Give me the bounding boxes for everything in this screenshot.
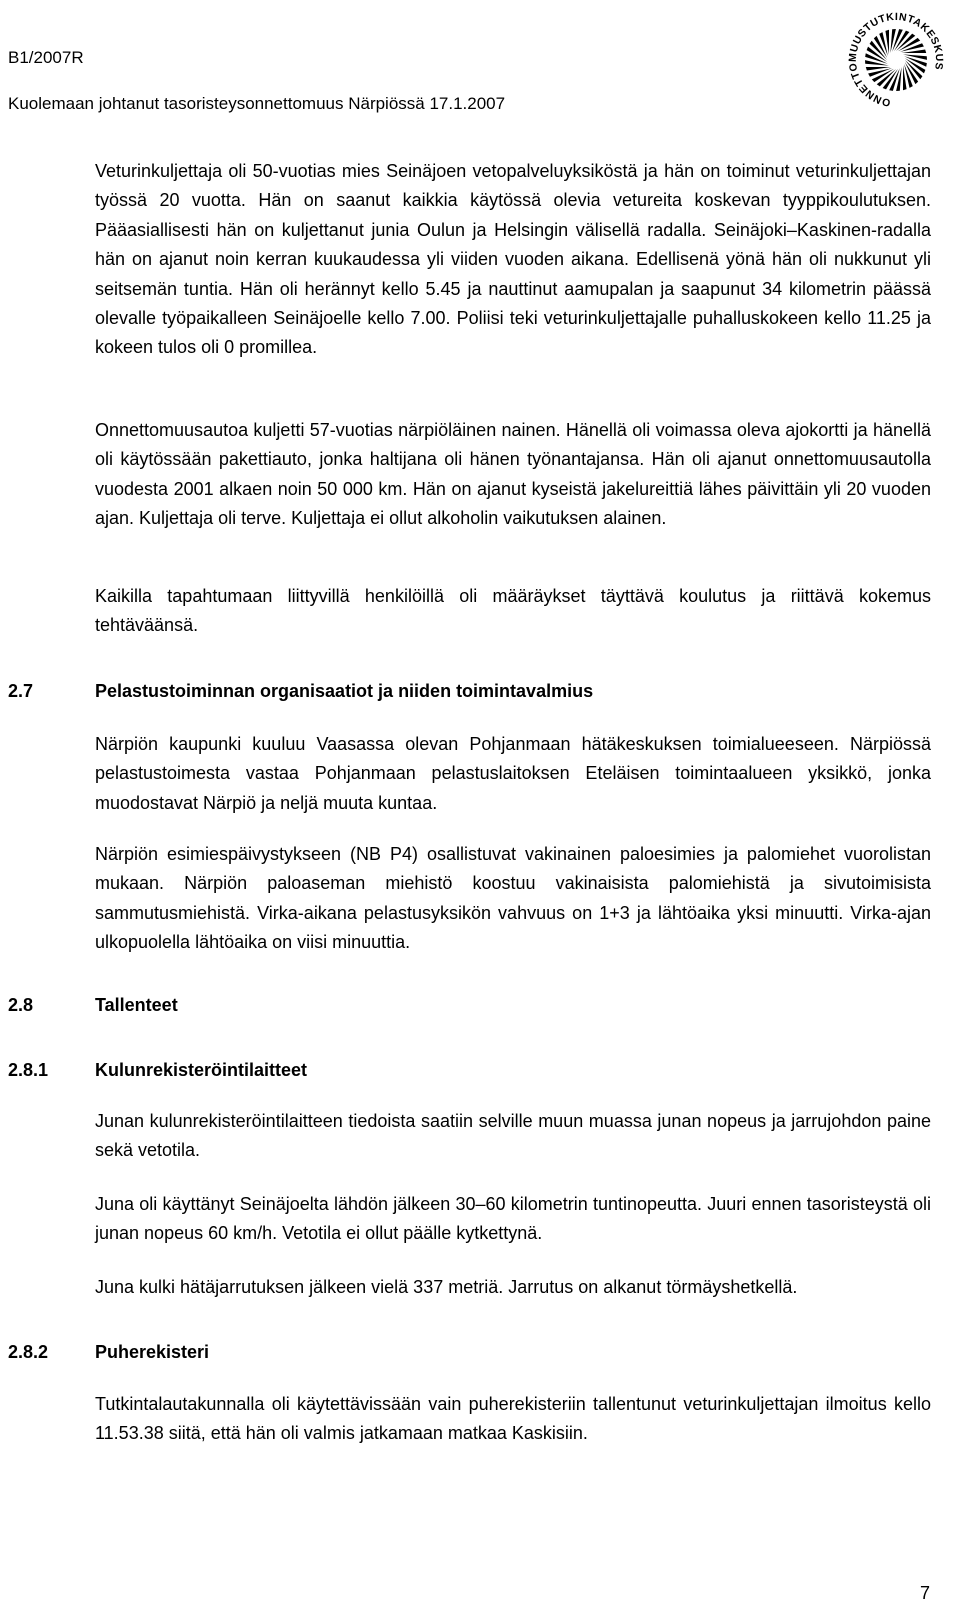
paragraph-braking: Juna kulki hätäjarrutuksen jälkeen vielä 337 metriä. Jarrutus on alkanut törmäyshetkellä. [95, 1277, 798, 1297]
section-number: 2.8.2 [8, 1342, 49, 1362]
section-number: 2.8 [8, 995, 34, 1015]
section-number: 2.7 [8, 681, 34, 701]
section-title: Pelastustoiminnan organisaatiot ja niiden toimintavalmius [95, 681, 594, 701]
paragraph-voice-recorder: Tutkintalautakunnalla oli käytettävissään vain puherekisteriin tallentunut veturinkuljettajan ilmoitus kello 11.53.38 siitä, että hän oli valmis jatkamaan matkaa Kaskisiin. [95, 1394, 931, 1444]
paragraph-recorder-data: Junan kulunrekisteröintilaitteen tiedoista saatiin selville muun muassa junan nopeus ja jarrujohdon paine sekä vetotila. [95, 1111, 931, 1161]
section-title: Puherekisteri [95, 1342, 210, 1362]
report-title: Kuolemaan johtanut tasoristeysonnettomuus Närpiössä 17.1.2007 [8, 94, 506, 113]
agency-logo [841, 5, 951, 115]
logo-ring-text: ONNETTOMUUSTUTKINTAKESKUS [846, 10, 946, 109]
paragraph-train-driver: Veturinkuljettaja oli 50-vuotias mies Seinäjoen vetopalveluyksiköstä ja hän on toiminut veturinkuljettajan työssä 20 vuotta. Hän on saanut kaikkia käytössä olevia vetureita koskevan tyyppikoulutuksen. Pääasiallisesti hän on kuljettanut junia Oulun ja Helsingin välisellä radalla. Seinäjoki–Kaskinen-radalla hän on ajanut noin kerran kuukaudessa yli viiden vuoden aikana. Edellisenä yönä hän oli nukkunut yli seitsemän tuntia. Hän oli herännyt kello 5.45 ja nauttinut aamupalan ja saapunut 34 kilometrin päässä olevalle työpaikalleen Seinäjoelle kello 7.00. Poliisi teki veturinkuljettajalle puhalluskokeen kello 11.25 ja kokeen tulos oli 0 promillea. [95, 161, 931, 358]
paragraph-training: Kaikilla tapahtumaan liittyvillä henkilöillä oli määräykset täyttävä koulutus ja riittävä kokemus tehtäväänsä. [95, 586, 931, 636]
logo-center [887, 51, 905, 69]
section-number: 2.8.1 [8, 1060, 49, 1080]
paragraph-train-speed: Juna oli käyttänyt Seinäjoelta lähdön jälkeen 30–60 kilometrin tuntinopeutta. Juuri ennen tasoristeystä oli junan nopeus 60 km/h. Vetotila ei ollut päälle kytkettynä. [95, 1194, 931, 1244]
page-number: 7 [920, 1583, 931, 1603]
paragraph-rescue-area: Närpiön kaupunki kuuluu Vaasassa olevan Pohjanmaan hätäkeskuksen toimialueeseen. Närpiössä pelastustoimesta vastaa Pohjanmaan pelastuslaitoksen Eteläisen toimintaalueen yksikkö, jonka muodostavat Närpiö ja neljä muuta kuntaa. [95, 734, 931, 813]
section-title: Tallenteet [95, 995, 178, 1015]
section-title: Kulunrekisteröintilaitteet [95, 1060, 308, 1080]
paragraph-car-driver: Onnettomuusautoa kuljetti 57-vuotias närpiöläinen nainen. Hänellä oli voimassa oleva ajokortti ja hänellä oli käytössään pakettiauto, jonka haltijana oli hänen työnantajansa. Hän oli ajanut onnettomuusautolla vuodesta 2001 alkaen noin 50 000 km. Hän on ajanut kyseistä jakelureittiä lähes päivittäin yli 20 vuoden ajan. Kuljettaja oli terve. Kuljettaja ei ollut alkoholin vaikutuksen alainen. [95, 420, 931, 529]
paragraph-rescue-staff: Närpiön esimiespäivystykseen (NB P4) osallistuvat vakinainen paloesimies ja palomiehet vuorolistan mukaan. Närpiön paloaseman miehistö koostuu vakinaisista palomiehistä ja sivutoimisista sammutusmiehistä. Virka-aikana pelastusyksikön vahvuus on 1+3 ja lähtöaika yksi minuutti. Virka-ajan ulkopuolella lähtöaika on viisi minuuttia. [95, 844, 931, 953]
report-code: B1/2007R [8, 48, 84, 67]
